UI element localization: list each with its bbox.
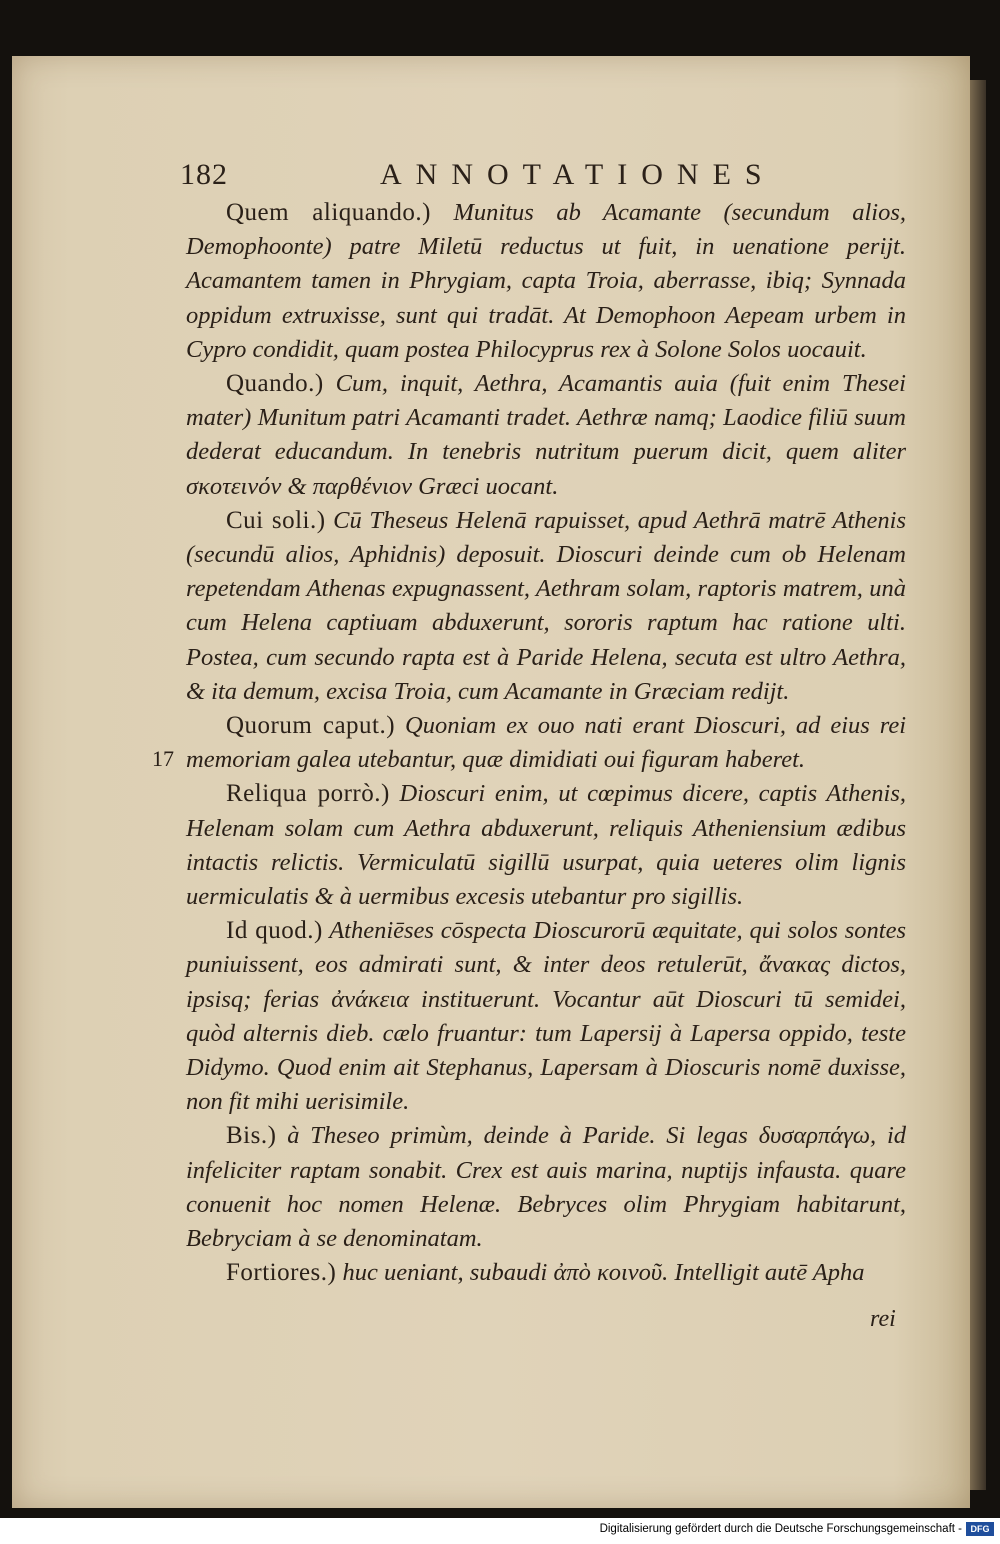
lemma: Cui soli.) [226, 506, 326, 534]
lemma: Reliqua porrò.) [226, 780, 390, 808]
annotation-paragraph [186, 1119, 906, 1256]
gloss: huc ueniant, subaudi ἀπὸ κοινοῦ. Intelligit autē Apha [342, 1259, 865, 1287]
lemma: Quando.) [226, 370, 324, 398]
footer-bar [0, 1518, 1000, 1544]
annotation-paragraph [186, 367, 906, 504]
page-number: 182 [180, 158, 228, 191]
gloss: Munitus ab Acamante (secundum alios, Demophoonte) patre Miletū reductus ut fuit, in uenatione perijt. Acamantem tamen in Phrygiam, capta Troia, aberrasse, ibiq; Synnada oppidum extruxisse, sunt qui tradāt. At Demophoon Aepeam urbem in Cypro condidit, quam postea Philocyprus rex à Solone Solos uocauit. [186, 199, 906, 363]
gloss: Cū Theseus Helenā rapuisset, apud Aethrā matrē Athenis (secundū alios, Aphidnis) deposuit. Dioscuri deinde cum ob Helenam repetendam Athenas expugnassent, Aethram solam, raptoris matrem, unà cum Helena captiuam abduxerunt, sororis raptum hac ratione ulti. Postea, cum secundo rapta est à Paride Helena, secuta est ultro Aethra, & ita demum, excisa Troia, cum Acamante in Græciam redijt. [186, 506, 906, 705]
annotation-paragraph [186, 196, 906, 367]
gloss: Cum, inquit, Aethra, Acamantis auia (fuit enim Thesei mater) Munitum patri Acamanti tradet. Aethræ namq; Laodice filiū suum dederat educandum. In tenebris nutritum puerum dicit, quem aliter σκοτεινόν & παρθένιον Græci uocant. [186, 370, 906, 500]
body-text [186, 196, 906, 1291]
gloss: à Theseo primùm, deinde à Paride. Si legas δυσαρπάγω, id infeliciter raptam sonabit. Crex est auis marina, nuptijs infausta. quare conuenit hoc nomen Helenæ. Bebryces olim Phrygiam habitarunt, Bebryciam à se denominatam. [186, 1122, 906, 1253]
page-header [180, 158, 910, 198]
lemma: Fortiores.) [226, 1259, 337, 1287]
gloss: Quoniam ex ouo nati erant Dioscuri, ad eius rei memoriam galea utebantur, quæ dimidiati oui figuram haberet. [186, 712, 907, 774]
margin-note: 17 [152, 746, 174, 771]
gloss: Atheniēses cōspecta Dioscurorū æquitate, qui solos sontes puniuissent, eos admirati sunt, & inter deos retulerūt, ἄνακας dictos, ipsisq; ferias ἀνάκεια instituerunt. Vocantur aūt Dioscuri tū semidei, quòd alternis dieb. cælo fruantur: tum Lapersij à Lapersa oppido, teste Didymo. Quod enim ait Stephanus, Lapersam à Dioscuris nomē duxisse, non fit mihi uerisimile. [186, 917, 906, 1116]
lemma: Quem aliquando.) [226, 199, 431, 226]
lemma: Bis.) [226, 1122, 277, 1150]
annotation-paragraph [186, 504, 906, 709]
running-head: ANNOTATIONES [380, 158, 776, 191]
footer-credit: Digitalisierung gefördert durch die Deutsche Forschungsgemeinschaft - [599, 1523, 962, 1535]
annotation-paragraph [186, 914, 906, 1119]
lemma: Quorum caput.) [226, 712, 396, 740]
page-edge [970, 80, 986, 1490]
annotation-paragraph [186, 709, 906, 777]
dfg-logo-icon: DFG [966, 1522, 994, 1536]
lemma: Id quod.) [226, 917, 323, 945]
annotation-paragraph [186, 777, 906, 914]
annotation-paragraph [186, 1256, 906, 1290]
gloss: Dioscuri enim, ut cœpimus dicere, captis Athenis, Helenam solam cum Aethra abduxerunt, reliquis Atheniensium ædibus intactis relictis. Vermiculatū sigillū usurpat, quia ueteres olim lignis uermiculatis & à uermibus excesis utebantur pro sigillis. [186, 780, 907, 911]
catchword: rei [870, 1306, 896, 1332]
